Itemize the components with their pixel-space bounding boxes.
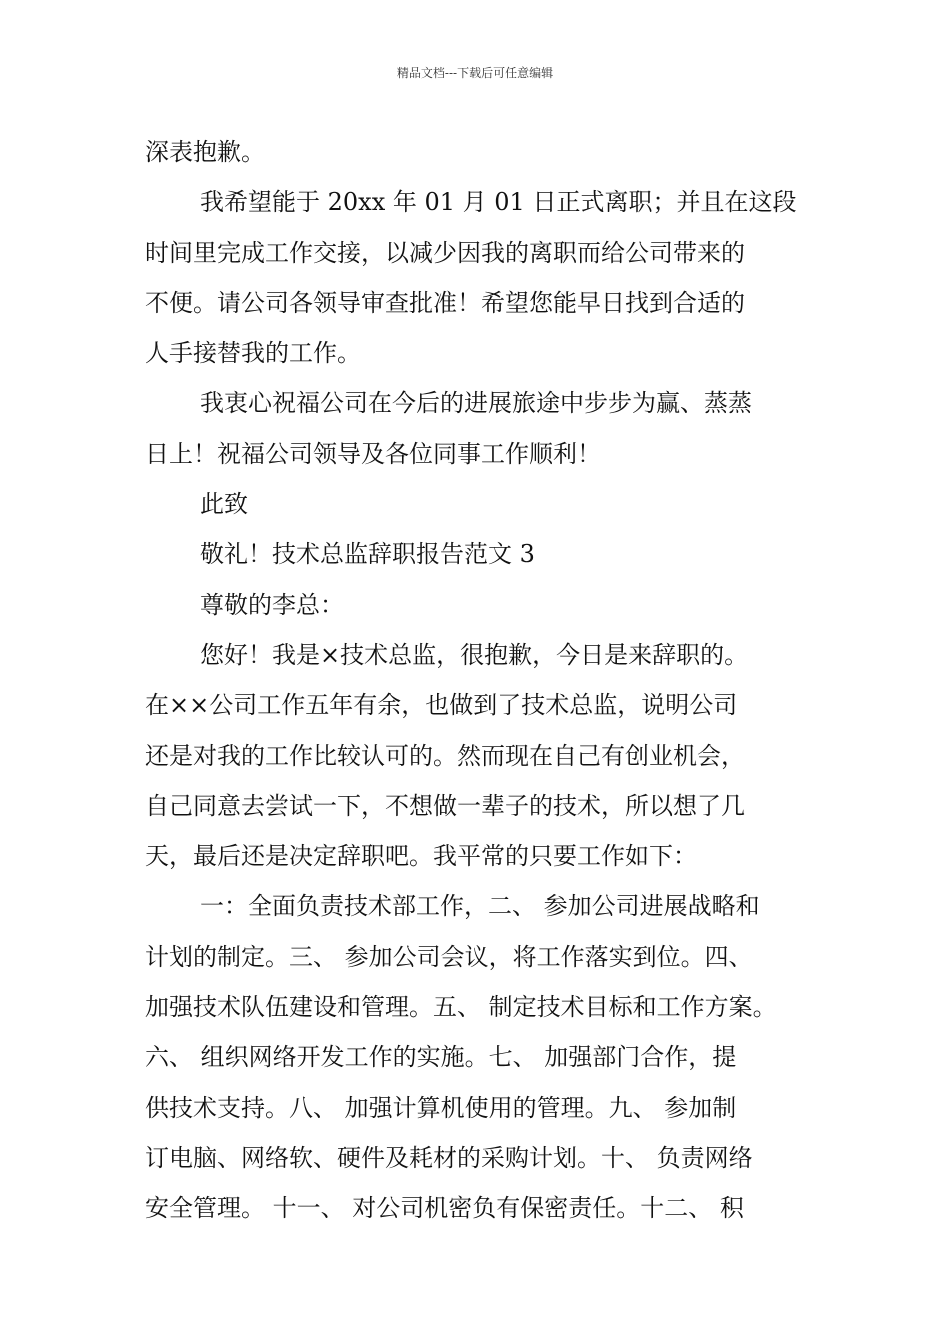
text-line: 时间里完成工作交接，以减少因我的离职而给公司带来的 xyxy=(145,238,745,267)
text-line: 您好！我是×技术总监，很抱歉，今日是来辞职的。 xyxy=(200,640,749,669)
page-header: 精品文档---下载后可任意编辑 xyxy=(396,66,554,80)
document-body xyxy=(145,127,817,1234)
text-line: 我衷心祝福公司在今后的进展旅途中步步为赢、蒸蒸 xyxy=(200,389,752,418)
text-line: 还是对我的工作比较认可的。然而现在自己有创业机会， xyxy=(145,741,745,770)
text-line: 深表抱歉。 xyxy=(145,138,265,166)
text-line: 安全管理。 十一、 对公司机密负有保密责任。十二、 积 xyxy=(145,1194,744,1223)
text-line: 我希望能于 20xx 年 01 月 01 日正式离职；并且在这段 xyxy=(200,188,797,217)
text-line: 在××公司工作五年有余，也做到了技术总监，说明公司 xyxy=(145,691,738,720)
text-line: 六、 组织网络开发工作的实施。七、 加强部门合作，提 xyxy=(145,1043,737,1072)
text-line: 自己同意去尝试一下，不想做一辈子的技术，所以想了几 xyxy=(145,791,745,820)
text-line: 天，最后还是决定辞职吧。我平常的只要工作如下： xyxy=(145,842,697,871)
text-line: 订电脑、网络软、硬件及耗材的采购计划。十、 负责网络 xyxy=(145,1143,753,1172)
text-line: 日上！祝福公司领导及各位同事工作顺利！ xyxy=(145,439,601,468)
text-line: 尊敬的李总： xyxy=(200,590,344,619)
text-line: 一：全面负责技术部工作，二、 参加公司进展战略和 xyxy=(200,892,760,921)
text-line: 供技术支持。八、 加强计算机使用的管理。九、 参加制 xyxy=(145,1093,737,1122)
text-line: 加强技术队伍建设和管理。五、 制定技术目标和工作方案。 xyxy=(145,993,777,1022)
text-line: 计划的制定。三、 参加公司会议，将工作落实到位。四、 xyxy=(145,942,753,971)
text-line: 人手接替我的工作。 xyxy=(145,339,361,368)
text-line: 不便。请公司各领导审查批准！希望您能早日找到合适的 xyxy=(145,288,745,317)
text-line: 敬礼！技术总监辞职报告范文 3 xyxy=(200,540,535,569)
text-line: 此致 xyxy=(200,490,248,519)
